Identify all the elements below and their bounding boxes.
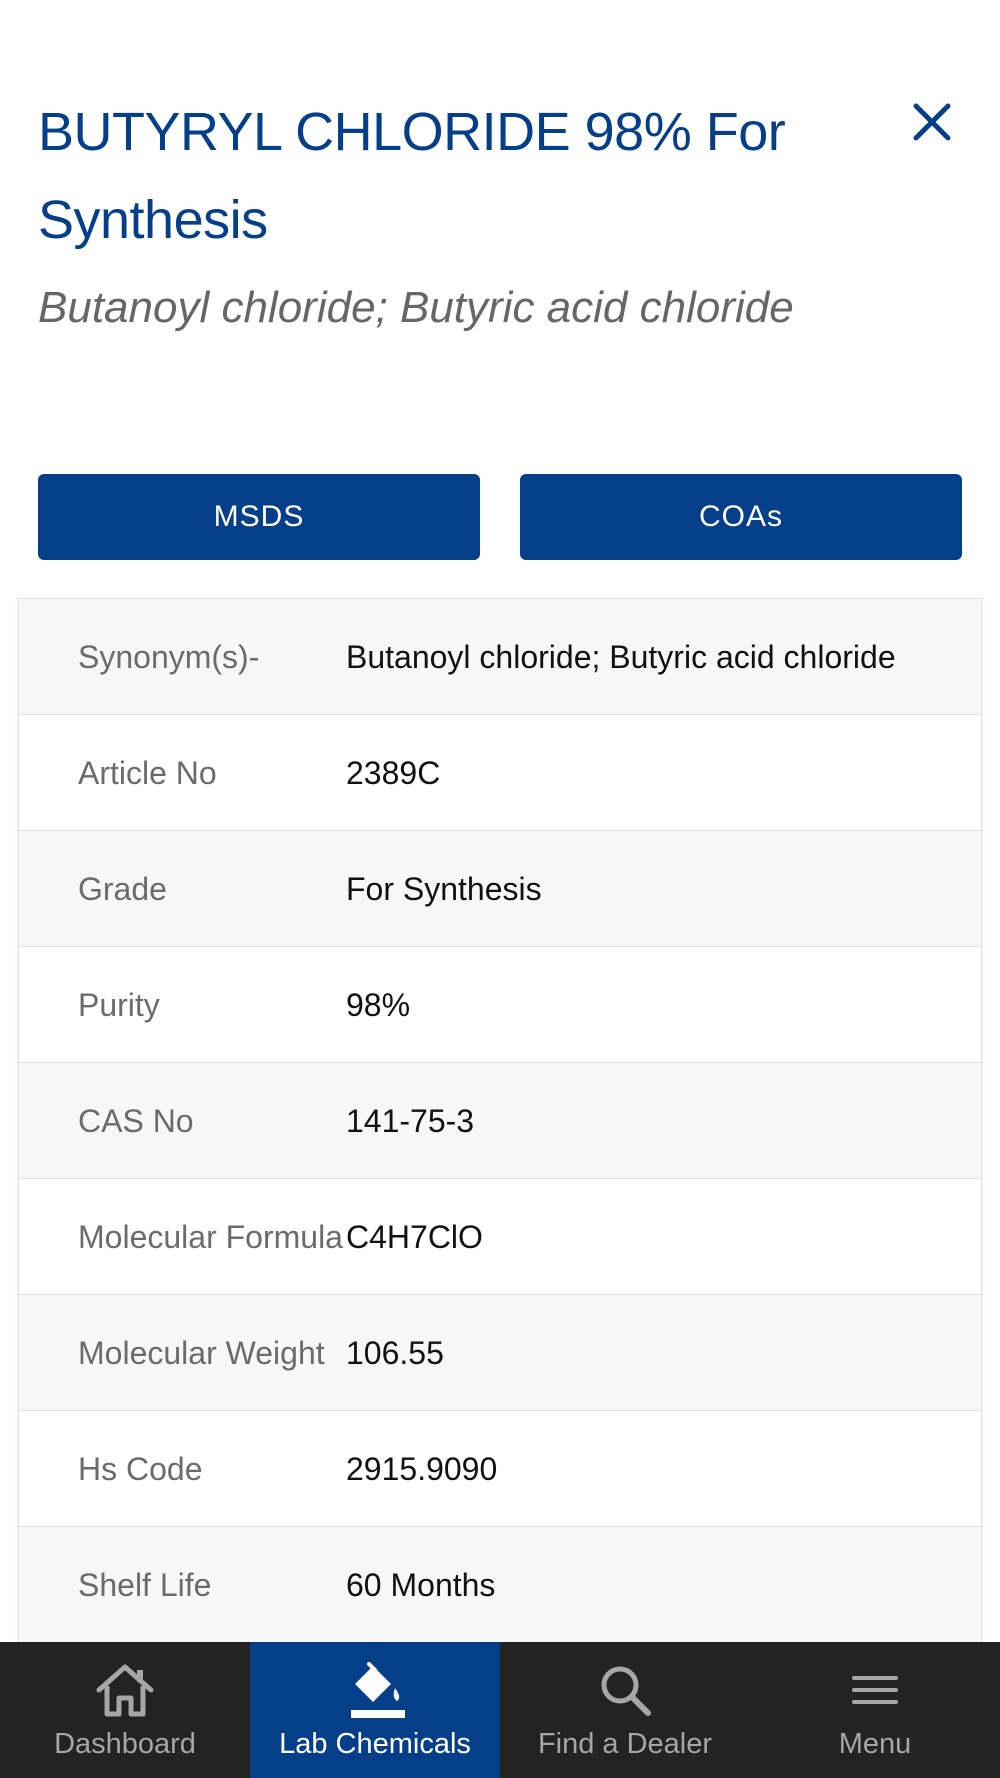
table-row: [19, 1527, 981, 1642]
row-label: Molecular Weight: [78, 1334, 325, 1371]
nav-label: Menu: [838, 1728, 912, 1760]
nav-item-dashboard[interactable]: [0, 1642, 250, 1778]
row-value: 2915.9090: [346, 1450, 498, 1487]
page-title: BUTYRYL CHLORIDE 98% For Synthesis: [38, 102, 786, 250]
row-value: 141-75-3: [346, 1102, 475, 1139]
paint-bucket-icon: [345, 1660, 405, 1720]
row-value: Butanoyl chloride; Butyric acid chloride: [346, 638, 896, 675]
row-value: 98%: [346, 986, 411, 1023]
msds-button[interactable]: MSDS: [38, 474, 480, 560]
table-row: [19, 715, 981, 831]
product-header: [38, 88, 838, 352]
close-icon: [912, 102, 952, 142]
row-value: 60 Months: [346, 1566, 496, 1603]
nav-label: Dashboard: [54, 1728, 196, 1760]
nav-item-lab-chemicals[interactable]: [250, 1642, 500, 1778]
table-row: [19, 947, 981, 1063]
details-table: [18, 598, 982, 1642]
row-label: CAS No: [78, 1102, 194, 1139]
nav-item-menu[interactable]: [750, 1642, 1000, 1778]
row-label: Molecular Formula: [78, 1218, 343, 1255]
table-row: [19, 1063, 981, 1179]
row-label: Synonym(s)-: [78, 638, 260, 675]
row-label: Grade: [78, 870, 167, 907]
row-value: C4H7ClO: [346, 1218, 483, 1255]
row-value: 106.55: [346, 1334, 444, 1371]
search-icon: [598, 1663, 652, 1717]
coas-button[interactable]: COAs: [520, 474, 962, 560]
row-value: 2389C: [346, 754, 441, 791]
hamburger-icon: [852, 1673, 898, 1707]
table-row: [19, 1411, 981, 1527]
table-row: [19, 831, 981, 947]
nav-label: Lab Chemicals: [279, 1728, 471, 1760]
table-row: [19, 1179, 981, 1295]
row-label: Purity: [78, 986, 160, 1023]
home-icon: [95, 1662, 155, 1718]
row-label: Article No: [78, 754, 217, 791]
bottom-navigation: [0, 1642, 1000, 1778]
close-button[interactable]: [906, 96, 958, 148]
nav-label: Find a Dealer: [537, 1728, 713, 1760]
table-row: [19, 1295, 981, 1411]
action-buttons: [38, 474, 962, 560]
row-label: Shelf Life: [78, 1566, 212, 1603]
nav-item-find-dealer[interactable]: [500, 1642, 750, 1778]
row-label: Hs Code: [78, 1450, 203, 1487]
product-subtitle: Butanoyl chloride; Butyric acid chloride: [38, 283, 794, 332]
row-value: For Synthesis: [346, 870, 542, 907]
table-row: [19, 599, 981, 715]
